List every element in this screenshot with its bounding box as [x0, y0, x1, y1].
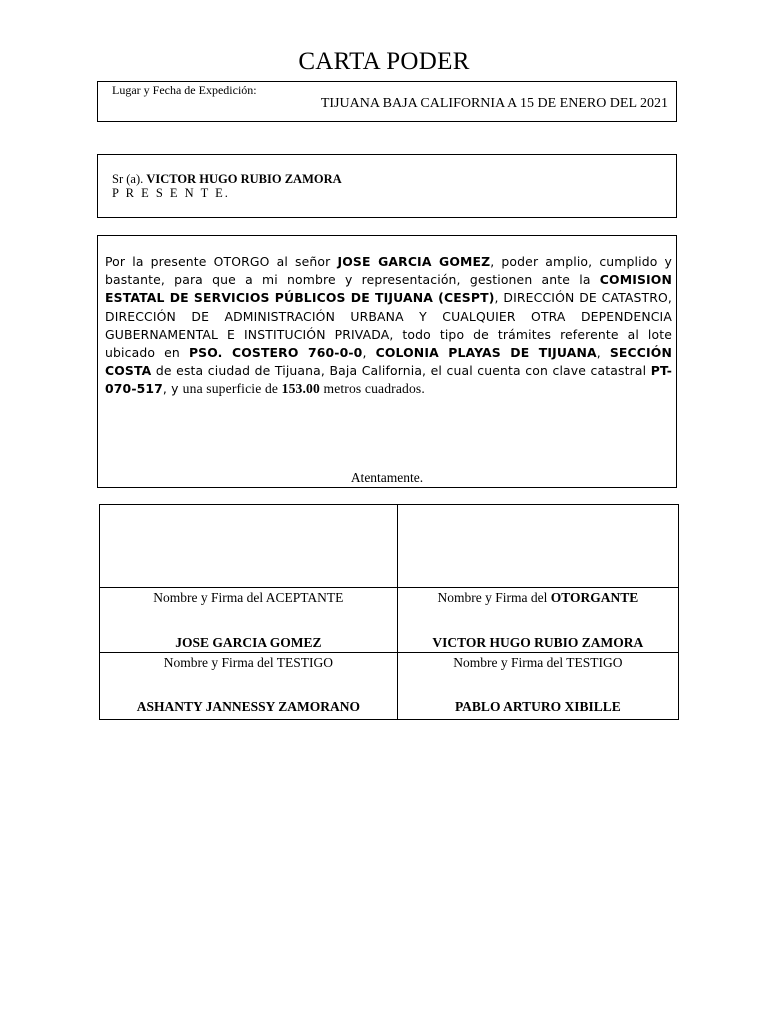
- signature-space-otorgante: [397, 505, 678, 588]
- document-title: CARTA PODER: [298, 48, 470, 75]
- body-text: metros cuadrados.: [319, 381, 425, 397]
- body-text: Por la presente OTORGO al señor: [105, 254, 338, 269]
- body-bold-text: 153.00: [281, 381, 320, 397]
- body-bold-text: PSO. COSTERO 760-0-0: [188, 345, 363, 361]
- signature-table: [99, 504, 679, 720]
- body-bold-text: COMISION ESTATAL DE SERVICIOS PÚBLICOS DE TIJUANA (CESPT): [105, 272, 672, 306]
- body-bold-text: COLONIA PLAYAS DE TIJUANA: [375, 345, 597, 361]
- addressee-name: VICTOR HUGO RUBIO ZAMORA: [146, 172, 342, 186]
- body-text: una superficie de: [182, 381, 282, 397]
- body-bold-text: PT-070-517: [105, 363, 672, 397]
- addressee-line: [112, 172, 342, 187]
- presente-text: P R E S E N T E.: [112, 186, 230, 200]
- otorgante-cell: [397, 588, 678, 653]
- testigo2-caption: Nombre y Firma del TESTIGO: [453, 655, 623, 670]
- testigo1-caption: Nombre y Firma del TESTIGO: [163, 655, 333, 670]
- body-text: , y: [162, 381, 183, 397]
- body-text: , DIRECCIÓN DE CATASTRO, DIRECCIÓN DE ADMINISTRACIÓN URBANA Y CUALQUIER OTRA DEPENDENCIA GUBERNAMENTAL E INSTITUCIÓN PRIVADA, todo tipo de trámites referente al lote ubicado en: [105, 290, 672, 361]
- otorgante-caption-prefix: Nombre y Firma del: [437, 590, 551, 605]
- testigo2-cell: [397, 653, 678, 720]
- aceptante-name: JOSE GARCIA GOMEZ: [175, 635, 322, 650]
- body-paragraph: [105, 253, 672, 399]
- signature-names-row: [100, 588, 679, 653]
- signature-space-aceptante: [100, 505, 398, 588]
- testigo1-cell: [100, 653, 398, 720]
- closing-text: Atentamente.: [350, 470, 424, 485]
- body-text: de esta ciudad de Tijuana, Baja California, el cual cuenta con clave catastral: [151, 363, 651, 379]
- body-box: [97, 235, 677, 488]
- addressee-prefix: Sr (a).: [112, 172, 144, 186]
- body-text: ,: [362, 345, 376, 361]
- expedition-label: Lugar y Fecha de Expedición:: [112, 83, 257, 97]
- addressee-box: [97, 154, 677, 218]
- aceptante-caption: Nombre y Firma del ACEPTANTE: [153, 590, 344, 605]
- otorgante-caption: [398, 588, 678, 606]
- expedition-value: TIJUANA BAJA CALIFORNIA A 15 DE ENERO DEL 2021: [320, 96, 668, 111]
- body-text: ,: [596, 345, 610, 361]
- testigo2-name: PABLO ARTURO XIBILLE: [454, 699, 621, 714]
- body-bold-text: SECCIÓN COSTA: [105, 345, 672, 379]
- body-text: , poder amplio, cumplido y bastante, para que a mi nombre y representación, gestionen ante la: [105, 254, 673, 288]
- signature-space-row: [100, 505, 679, 588]
- body-bold-text: JOSE GARCIA GOMEZ: [337, 254, 491, 269]
- expedition-box: [97, 81, 677, 122]
- otorgante-caption-bold: OTORGANTE: [550, 590, 639, 605]
- witness-row: [100, 653, 679, 720]
- aceptante-cell: [100, 588, 398, 653]
- otorgante-name: VICTOR HUGO RUBIO ZAMORA: [432, 635, 644, 650]
- testigo1-name: ASHANTY JANNESSY ZAMORANO: [136, 699, 360, 714]
